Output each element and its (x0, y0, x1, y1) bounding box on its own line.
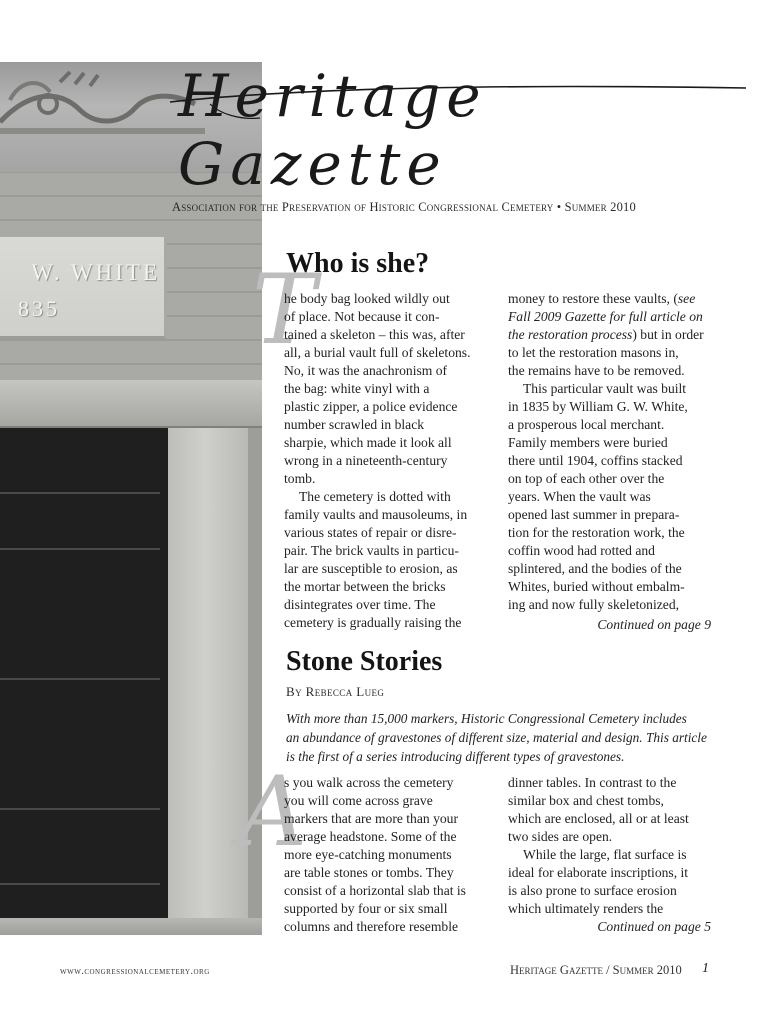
article2-deck: With more than 15,000 markers, Historic Congressional Cemetery includes an abundance of gravestones of different size, material and design. This article is the first of a series introducing different types of gravestones. (286, 711, 707, 764)
dropcap-a: A (238, 756, 308, 868)
article2-column-1 (284, 774, 489, 936)
door-lintel (0, 380, 262, 428)
article2-paragraph-3: While the large, flat surface is ideal for elaborate inscriptions, it is also prone to surface erosion which ultimately renders the (508, 847, 689, 916)
article2-byline: By Rebecca Lueg (286, 684, 385, 699)
plaque-year-text: 835 (18, 296, 60, 321)
article2-paragraph-1: s you walk across the cemetery you will come across grave markers that are more than your average headstone. Some of the more eye-catching monuments are table stones or tombs. They consist of a horizontal slab that is supported by four or six small columns and therefore resemble (284, 775, 466, 934)
article2-column-2 (508, 774, 713, 918)
footer-issue: Heritage Gazette / Summer 2010 (510, 963, 682, 977)
footer-website[interactable]: www.congressionalcemetery.org (60, 966, 210, 977)
name-plaque (0, 237, 167, 339)
vault-door (0, 428, 168, 918)
article-headline-who-is-she: Who is she? (286, 248, 430, 279)
article-headline-stone-stories: Stone Stories (286, 646, 443, 677)
article1-column-2 (508, 290, 713, 614)
page-number: 1 (702, 961, 709, 976)
masthead-tagline: Association for the Preservation of Historic Congressional Cemetery • Summer 2010 (172, 200, 636, 214)
dropcap-t: T (252, 254, 317, 366)
article2-continued-link[interactable]: Continued on page 5 (597, 919, 711, 934)
article1-paragraph-3: money to restore these vaults, (see Fall 2009 Gazette for full article on the restoration process) but in order to let the restoration masons in, the remains have to be removed. (508, 291, 704, 378)
article1-column-1 (284, 290, 489, 632)
masthead-title: Heritage Gazette (178, 62, 487, 198)
article2-paragraph-2: dinner tables. In contrast to the similar box and chest tombs, which are enclosed, all or at least two sides are open. (508, 775, 689, 844)
article1-paragraph-4: This particular vault was built in 1835 by William G. W. White, a prosperous local merchant. Family members were buried there until 1904, coffins stacked on top of each other over the years. When the vault was opened last summer in prepara- tion for the restoration work, the coffin wood had rotted and splintered, and the bodies of the Whites, buried without embalm- ing and now fully skeletonized, (508, 381, 688, 612)
article1-continued-link[interactable]: Continued on page 9 (597, 617, 711, 632)
stone-step (0, 918, 262, 935)
article1-paragraph-2: The cemetery is dotted with family vaults and mausoleums, in various states of repair or disre- pair. The brick vaults in particu- lar are susceptible to erosion, as the mortar between the bricks disintegrates over time. The cemetery is gradually raising the (284, 489, 468, 630)
plaque-name-text: W. WHITE (31, 260, 160, 285)
article1-paragraph-1: he body bag looked wildly out of place. Not because it con- tained a skeleton – this was, after all, a burial vault full of skeletons. No, it was the anachronism of the bag: white vinyl with a plastic zipper, a police evidence number scrawled in black sharpie, which made it look all wrong in a nineteenth-century tomb. (284, 291, 471, 486)
